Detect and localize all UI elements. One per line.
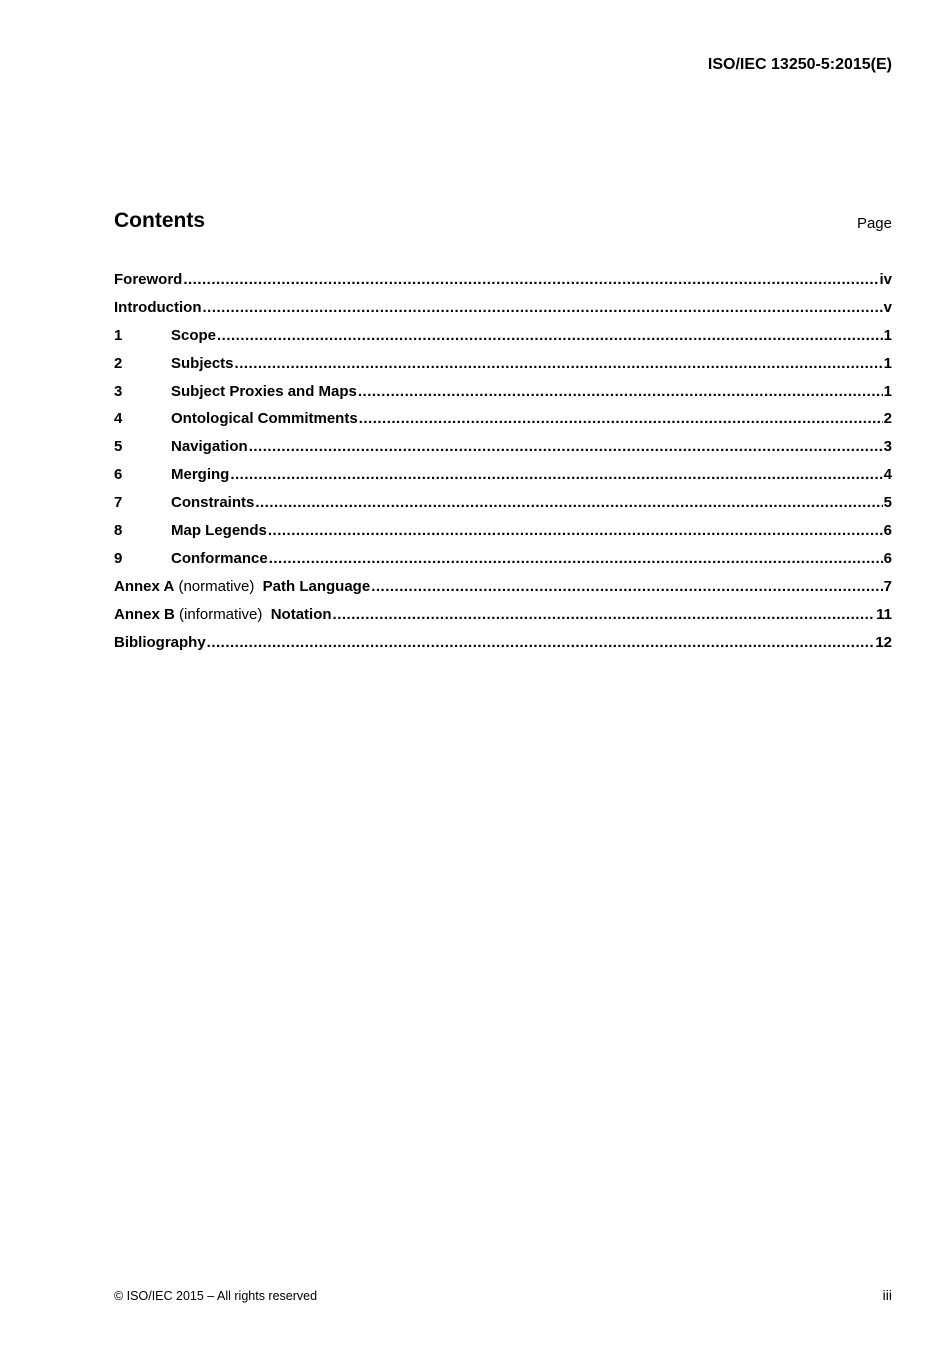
toc-entry-page: 1 [883, 354, 892, 372]
dot-leader [207, 629, 875, 657]
page-number: iii [882, 1287, 892, 1303]
toc-entry-page: 4 [883, 466, 892, 484]
toc-entry-number: 2 [114, 354, 123, 372]
toc-entry-title: Ontological Commitments [171, 410, 358, 428]
document-id: ISO/IEC 13250-5:2015(E) [707, 56, 892, 73]
annex-title: Path Language [262, 577, 371, 595]
toc-entry-number: 7 [114, 494, 123, 512]
toc-entry-title: Map Legends [171, 522, 267, 540]
toc-entry-title: Conformance [171, 549, 268, 567]
annex-label: Annex B [114, 605, 175, 623]
toc-entry-constraints[interactable] [114, 489, 892, 517]
page-column-label: Page [856, 215, 892, 232]
dot-leader [359, 405, 883, 433]
annex-label: Annex A [114, 577, 175, 595]
toc-entry-page: 1 [883, 326, 892, 344]
toc-entry-page: 3 [883, 438, 892, 456]
toc-entry-bibliography[interactable] [114, 629, 892, 657]
dot-leader [217, 322, 883, 350]
toc-entry-merging[interactable] [114, 461, 892, 489]
dot-leader [249, 433, 883, 461]
dot-leader [183, 266, 878, 294]
toc-entry-page: iv [879, 271, 892, 288]
toc-entry-title: Bibliography [114, 633, 206, 651]
dot-leader [230, 461, 882, 489]
toc-entry-ontological-commitments[interactable] [114, 405, 892, 433]
dot-leader [269, 545, 883, 573]
toc-entry-number: 3 [114, 382, 123, 400]
toc-entry-subjects[interactable] [114, 350, 892, 378]
toc-annex-heading [114, 573, 370, 601]
dot-leader [371, 573, 882, 601]
toc-entry-page: 5 [883, 494, 892, 512]
dot-leader [255, 489, 882, 517]
dot-leader [333, 601, 876, 629]
toc-entry-title: Navigation [171, 438, 248, 456]
toc-entry-page: 1 [883, 382, 892, 400]
toc-entry-number: 8 [114, 522, 123, 540]
annex-type: (normative) [178, 577, 255, 595]
annex-type: (informative) [179, 605, 263, 623]
toc-entry-title: Foreword [114, 271, 183, 288]
dot-leader [358, 378, 883, 406]
toc-entry-title: Introduction [114, 298, 202, 316]
toc-entry-page: 6 [883, 522, 892, 540]
toc-entry-map-legends[interactable] [114, 517, 892, 545]
toc-entry-page: 11 [876, 605, 892, 623]
toc-entry-number: 1 [114, 326, 123, 344]
toc-entry-number: 6 [114, 466, 123, 484]
dot-leader [202, 294, 882, 322]
toc-entry-title: Merging [171, 466, 230, 484]
annex-title: Notation [270, 605, 332, 623]
toc-entry-foreword[interactable] [114, 266, 892, 294]
dot-leader [235, 350, 883, 378]
toc-entry-annex-b[interactable] [114, 601, 892, 629]
toc-entry-title: Scope [171, 326, 217, 344]
toc-entry-introduction[interactable] [114, 294, 892, 322]
toc-entry-title: Subject Proxies and Maps [171, 382, 357, 400]
toc-entry-page: 12 [875, 633, 892, 651]
toc-entry-number: 9 [114, 549, 123, 567]
toc-entry-title: Subjects [171, 354, 234, 372]
toc-annex-heading [114, 601, 332, 629]
toc-entry-page: v [883, 298, 892, 316]
toc-entry-number: 4 [114, 410, 123, 428]
toc-entry-scope[interactable] [114, 322, 892, 350]
toc-entry-navigation[interactable] [114, 433, 892, 461]
toc-entry-conformance[interactable] [114, 545, 892, 573]
toc-entry-subject-proxies-and-maps[interactable] [114, 378, 892, 406]
toc-entry-page: 7 [883, 577, 892, 595]
toc-entry-page: 2 [883, 410, 892, 428]
toc-entry-page: 6 [883, 549, 892, 567]
toc-entry-annex-a[interactable] [114, 573, 892, 601]
dot-leader [268, 517, 883, 545]
toc-entry-title: Constraints [171, 494, 255, 512]
copyright-notice: © ISO/IEC 2015 – All rights reserved [114, 1289, 318, 1303]
contents-title: Contents [114, 209, 205, 232]
table-of-contents [114, 266, 892, 656]
toc-entry-number: 5 [114, 438, 123, 456]
